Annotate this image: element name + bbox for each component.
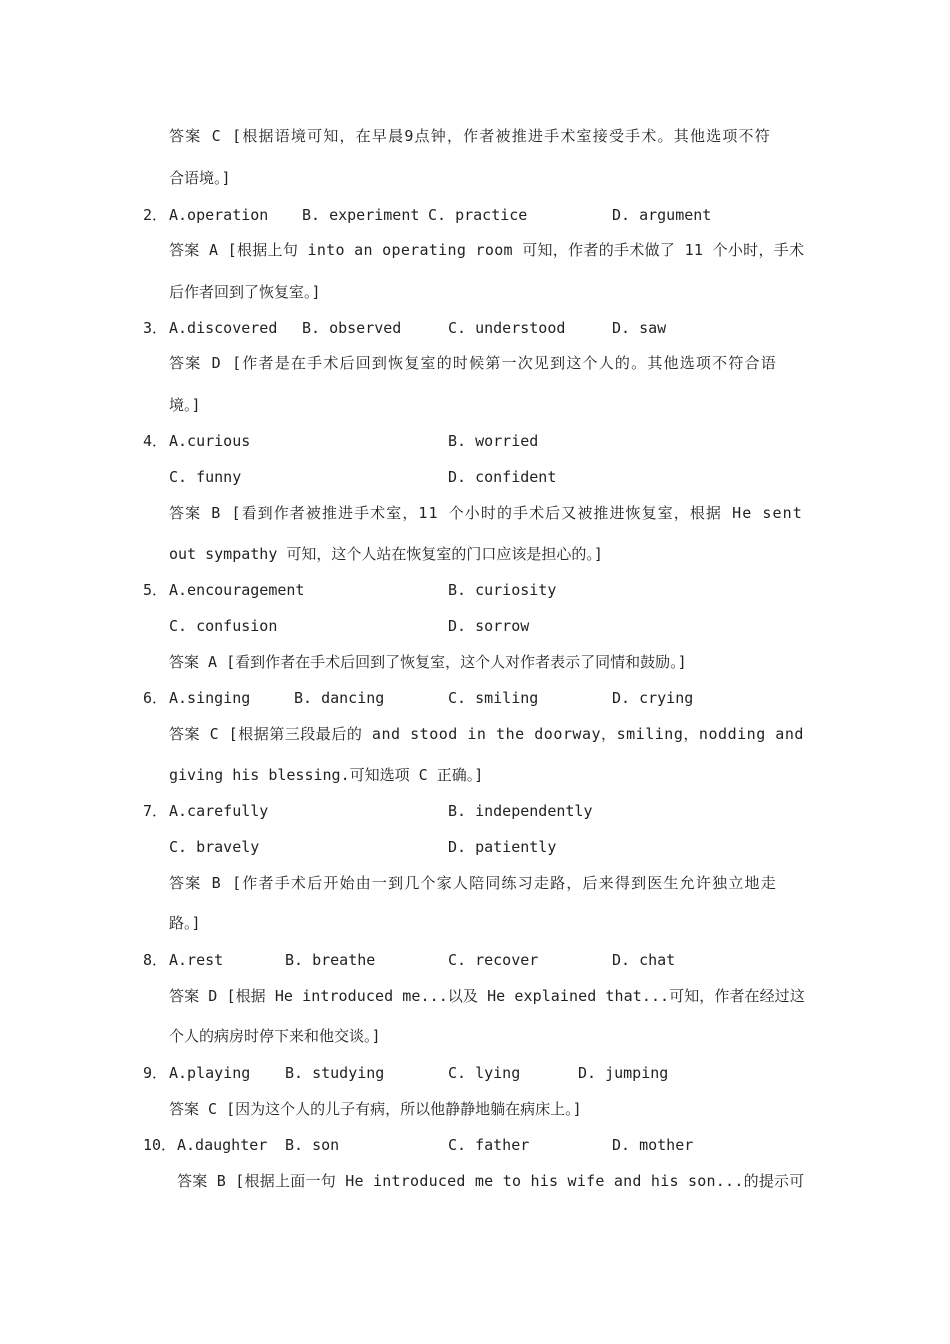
question-7-option-d: D. patiently xyxy=(448,838,557,856)
answer-10-line-1 xyxy=(177,1171,805,1191)
answer-text: 答案 B [根据上面一句 He introduced me to his wife and his son...的提示可 xyxy=(177,1172,805,1190)
answer-1-line-2: 合语境。] xyxy=(169,169,231,187)
answer-8-line-2: 个人的病房时停下来和他交谈。] xyxy=(169,1027,381,1045)
question-10-option-a: A.daughter xyxy=(177,1136,268,1154)
question-5-number: 5． xyxy=(143,581,168,599)
question-3-option-c: C. understood xyxy=(448,319,566,337)
question-9-option-c: C. lying xyxy=(448,1064,521,1082)
question-10-number: 10． xyxy=(143,1136,177,1154)
question-8-number: 8． xyxy=(143,951,168,969)
question-8-option-b: B. breathe xyxy=(285,951,376,969)
question-8-option-a: A.rest xyxy=(169,951,224,969)
answer-3-line-1 xyxy=(169,353,805,373)
answer-text: 答案 D [作者是在手术后回到恢复室的时候第一次见到这个人的。其他选项不符合语 xyxy=(169,354,777,372)
answer-text: 答案 B [作者手术后开始由一到几个家人陪同练习走路，后来得到医生允许独立地走 xyxy=(169,874,777,892)
question-5-option-c: C. confusion xyxy=(169,617,278,635)
question-4-option-b: B. worried xyxy=(448,432,539,450)
answer-6-line-1 xyxy=(169,724,805,744)
answer-2-line-2: 后作者回到了恢复室。] xyxy=(169,283,321,301)
question-4-option-d: D. confident xyxy=(448,468,557,486)
question-6-option-c: C. smiling xyxy=(448,689,539,707)
question-9-option-b: B. studying xyxy=(285,1064,385,1082)
question-7-option-a: A.carefully xyxy=(169,802,269,820)
answer-2-line-1 xyxy=(169,240,805,260)
answer-text: 答案 C [根据语境可知，在早晨9点钟，作者被推进手术室接受手术。其他选项不符 xyxy=(169,127,771,145)
question-7-option-b: B. independently xyxy=(448,802,593,820)
question-9-option-d: D. jumping xyxy=(578,1064,669,1082)
question-7-option-c: C. bravely xyxy=(169,838,260,856)
question-3-option-d: D. saw xyxy=(612,319,667,337)
question-4-number: 4． xyxy=(143,432,168,450)
answer-7-line-2: 路。] xyxy=(169,914,201,932)
question-5-option-b: B. curiosity xyxy=(448,581,557,599)
answer-3-line-2: 境。] xyxy=(169,396,201,414)
answer-text: 答案 B [看到作者被推进手术室，11 个小时的手术后又被推进恢复室，根据 He sent xyxy=(169,504,803,522)
answer-text: 答案 A [根据上句 into an operating room 可知，作者的手术做了 11 个小时，手术 xyxy=(169,241,805,259)
answer-text: 答案 C [根据第三段最后的 and stood in the doorway，smiling，nodding and xyxy=(169,725,804,743)
question-3-option-b: B. observed xyxy=(302,319,402,337)
question-6-option-b: B. dancing xyxy=(294,689,385,707)
question-6-option-a: A.singing xyxy=(169,689,251,707)
question-3-option-a: A.discovered xyxy=(169,319,278,337)
question-5-option-d: D. sorrow xyxy=(448,617,530,635)
question-8-option-d: D. chat xyxy=(612,951,676,969)
answer-6-line-2: giving his blessing.可知选项 C 正确。] xyxy=(169,766,484,784)
question-2-option-c: C. practice xyxy=(428,206,528,224)
question-10-option-b: B. son xyxy=(285,1136,340,1154)
question-2-option-a: A.operation xyxy=(169,206,269,224)
answer-text: 答案 D [根据 He introduced me...以及 He explained that...可知，作者在经过这 xyxy=(169,987,805,1005)
answer-1-line-1 xyxy=(169,126,805,146)
answer-7-line-1 xyxy=(169,873,805,893)
question-5-option-a: A.encouragement xyxy=(169,581,305,599)
answer-9-line-1: 答案 C [因为这个人的儿子有病，所以他静静地躺在病床上。] xyxy=(169,1100,582,1118)
answer-8-line-1 xyxy=(169,986,805,1006)
question-6-option-d: D. crying xyxy=(612,689,694,707)
question-2-number: 2． xyxy=(143,206,168,224)
answer-4-line-1 xyxy=(169,503,805,523)
question-4-option-c: C. funny xyxy=(169,468,242,486)
question-9-option-a: A.playing xyxy=(169,1064,251,1082)
question-6-number: 6． xyxy=(143,689,168,707)
question-10-option-c: C. father xyxy=(448,1136,530,1154)
question-2-option-b: B. experiment xyxy=(302,206,420,224)
question-10-option-d: D. mother xyxy=(612,1136,694,1154)
question-2-option-d: D. argument xyxy=(612,206,712,224)
answer-4-line-2: out sympathy 可知，这个人站在恢复室的门口应该是担心的。] xyxy=(169,545,603,563)
question-3-number: 3． xyxy=(143,319,168,337)
question-9-number: 9． xyxy=(143,1064,168,1082)
question-4-option-a: A.curious xyxy=(169,432,251,450)
question-8-option-c: C. recover xyxy=(448,951,539,969)
question-7-number: 7． xyxy=(143,802,168,820)
answer-5-line-1: 答案 A [看到作者在手术后回到了恢复室，这个人对作者表示了同情和鼓励。] xyxy=(169,653,687,671)
